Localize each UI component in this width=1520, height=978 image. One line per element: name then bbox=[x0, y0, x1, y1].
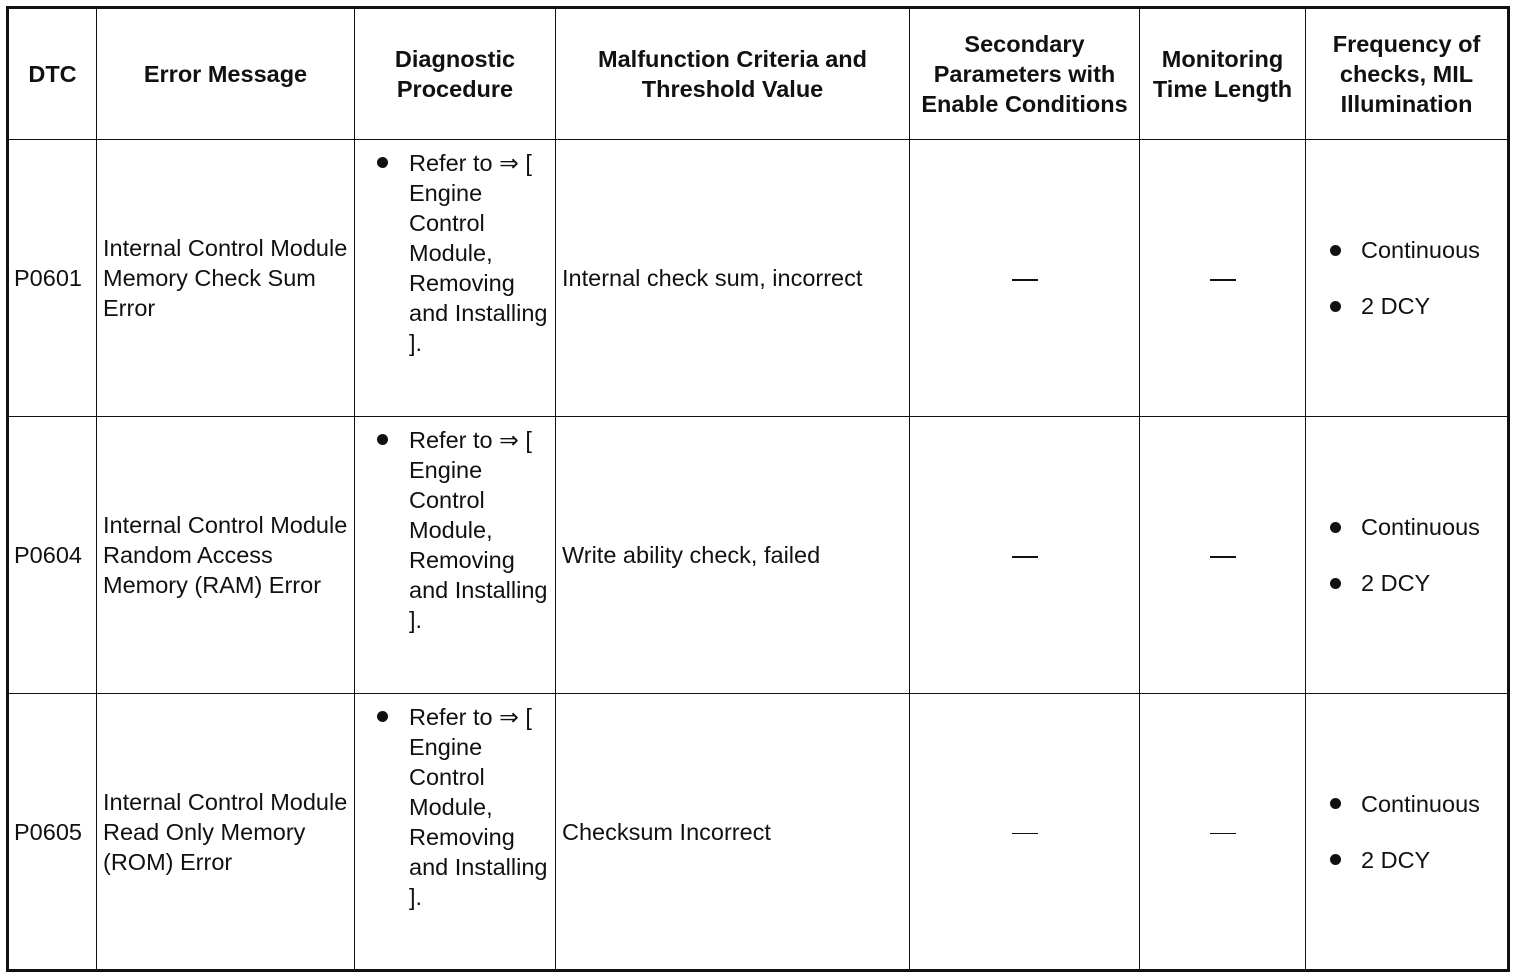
frequency bbox=[1306, 140, 1509, 417]
header-dtc: DTC bbox=[8, 8, 97, 140]
procedure-item bbox=[355, 140, 555, 358]
monitoring-time bbox=[1140, 140, 1306, 417]
monitoring-time bbox=[1140, 694, 1306, 971]
frequency bbox=[1306, 694, 1509, 971]
procedure-text: Refer to ⇒ [ Engine Control Module, Removing and Installing ]. bbox=[409, 704, 548, 910]
dtc-code: P0601 bbox=[8, 140, 97, 417]
header-diagnostic-procedure: Diagnostic Procedure bbox=[355, 8, 556, 140]
frequency-text: 2 DCY bbox=[1361, 570, 1431, 596]
bullet-icon bbox=[1330, 798, 1341, 809]
error-message: Internal Control Module Random Access Memory (RAM) Error bbox=[97, 417, 355, 694]
frequency-item bbox=[1330, 235, 1507, 265]
header-malfunction-criteria: Malfunction Criteria and Threshold Value bbox=[556, 8, 910, 140]
dtc-code: P0604 bbox=[8, 417, 97, 694]
bullet-icon bbox=[1330, 578, 1341, 589]
frequency-item bbox=[1330, 789, 1507, 819]
diagnostic-procedure bbox=[355, 140, 556, 417]
malfunction-criteria: Internal check sum, incorrect bbox=[556, 140, 910, 417]
em-dash bbox=[1012, 556, 1038, 558]
error-message: Internal Control Module Read Only Memory (ROM) Error bbox=[97, 694, 355, 971]
em-dash bbox=[1012, 279, 1038, 282]
diagnostic-procedure bbox=[355, 417, 556, 694]
frequency-item bbox=[1330, 568, 1507, 598]
secondary-parameters bbox=[910, 140, 1140, 417]
frequency-item bbox=[1330, 291, 1507, 321]
bullet-icon bbox=[377, 434, 388, 445]
header-monitoring-time: Monitoring Time Length bbox=[1140, 8, 1306, 140]
frequency bbox=[1306, 417, 1509, 694]
procedure-item bbox=[355, 694, 555, 912]
malfunction-criteria: Write ability check, failed bbox=[556, 417, 910, 694]
header-secondary-parameters: Secondary Parameters with Enable Conditions bbox=[910, 8, 1140, 140]
frequency-text: 2 DCY bbox=[1361, 293, 1431, 319]
frequency-item bbox=[1330, 512, 1507, 542]
bullet-icon bbox=[1330, 301, 1341, 312]
error-message: Internal Control Module Memory Check Sum Error bbox=[97, 140, 355, 417]
header-row bbox=[8, 8, 1509, 140]
diagnostic-procedure bbox=[355, 694, 556, 971]
frequency-text: Continuous bbox=[1361, 514, 1480, 540]
table-row bbox=[8, 140, 1509, 417]
malfunction-criteria: Checksum Incorrect bbox=[556, 694, 910, 971]
em-dash bbox=[1210, 279, 1236, 282]
em-dash bbox=[1210, 556, 1236, 558]
procedure-item bbox=[355, 417, 555, 635]
table-row bbox=[8, 694, 1509, 971]
monitoring-time bbox=[1140, 417, 1306, 694]
header-error-message: Error Message bbox=[97, 8, 355, 140]
bullet-icon bbox=[377, 157, 388, 168]
procedure-text: Refer to ⇒ [ Engine Control Module, Removing and Installing ]. bbox=[409, 150, 548, 356]
secondary-parameters bbox=[910, 694, 1140, 971]
bullet-icon bbox=[1330, 245, 1341, 256]
header-frequency: Frequency of checks, MIL Illumination bbox=[1306, 8, 1509, 140]
dtc-table bbox=[6, 6, 1510, 972]
table-row bbox=[8, 417, 1509, 694]
em-dash bbox=[1012, 833, 1038, 835]
frequency-text: 2 DCY bbox=[1361, 846, 1431, 873]
frequency-text: Continuous bbox=[1361, 237, 1480, 263]
bullet-icon bbox=[1330, 522, 1341, 533]
frequency-item bbox=[1330, 845, 1507, 875]
frequency-text: Continuous bbox=[1361, 790, 1480, 817]
bullet-icon bbox=[377, 711, 388, 722]
secondary-parameters bbox=[910, 417, 1140, 694]
dtc-code: P0605 bbox=[8, 694, 97, 971]
em-dash bbox=[1210, 833, 1236, 835]
procedure-text: Refer to ⇒ [ Engine Control Module, Removing and Installing ]. bbox=[409, 427, 548, 633]
bullet-icon bbox=[1330, 854, 1341, 865]
